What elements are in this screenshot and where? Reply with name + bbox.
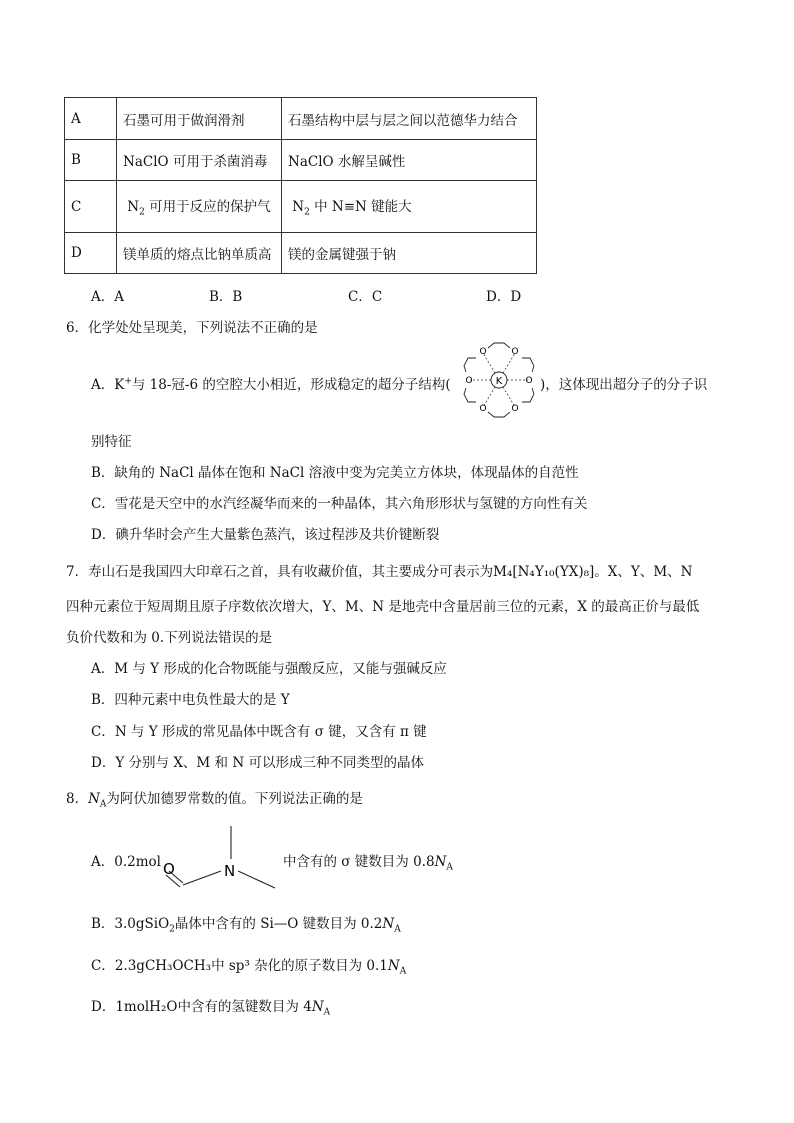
row-use: 石墨可用于做润滑剂 [117, 98, 282, 140]
q8-stem: 8．$N_A$为阿伏加德罗常数的值。下列说法正确的是 [66, 791, 363, 810]
row-label: D [65, 233, 117, 274]
q7-option-c: C．N 与 Y 形成的常见晶体中既含有 σ 键，又含有 π 键 [91, 724, 427, 740]
crown-ether-structure [456, 338, 542, 422]
q8-option-a: A．0.2mol [91, 854, 161, 870]
q6-option-a-tail: )，这体现出超分子的分子识 [540, 377, 708, 393]
table-row [65, 140, 537, 181]
q8-option-d: D．1molH₂O中含有的氢键数目为 $4N_A$ [91, 999, 331, 1018]
q6-option-a: A．K+与 18-冠-6 的空腔大小相近，形成稳定的超分子结构( [91, 376, 451, 393]
row-reason: 石墨结构中层与层之间以范德华力结合 [282, 98, 537, 140]
table-row [65, 233, 537, 274]
row-reason: 镁的金属键强于钠 [282, 233, 537, 274]
q5-option-table [64, 97, 537, 274]
row-reason: $N_2$ 中 N≡N 键能大 [282, 181, 537, 233]
q8-option-b: B．3.0gSiO$_2$晶体中含有的 Si—O 键数目为 $0.2N_A$ [91, 916, 401, 935]
row-use: NaClO 可用于杀菌消毒 [117, 140, 282, 181]
q6-stem: 6．化学处处呈现美，下列说法不正确的是 [66, 320, 318, 336]
q6-option-c: C．雪花是天空中的水汽经凝华而来的一种晶体，其六角形形状与氢键的方向性有关 [91, 496, 588, 512]
q7-stem-line2: 四种元素位于短周期且原子序数依次增大，Y、M、N 是地壳中含量居前三位的元素，X 的最高正价与最低 [66, 599, 700, 615]
q7-option-d: D．Y 分别与 X、M 和 N 可以形成三种不同类型的晶体 [91, 755, 424, 771]
row-use: 镁单质的熔点比钠单质高 [117, 233, 282, 274]
q7-formula: M₄[N₄Y₁₀(YX)₈] [493, 564, 595, 580]
row-reason: NaClO 水解呈碱性 [282, 140, 537, 181]
dmf-n-atom: N [224, 862, 236, 880]
row-label: A [65, 98, 117, 140]
q6-option-d: D．碘升华时会产生大量紫色蒸汽，该过程涉及共价键断裂 [91, 527, 440, 543]
q6-option-b: B．缺角的 NaCl 晶体在饱和 NaCl 溶液中变为完美立方体块，体现晶体的自范性 [91, 465, 579, 481]
q8-option-c: C．2.3gCH₃OCH₃中 sp³ 杂化的原子数目为 $0.1N_A$ [91, 958, 407, 977]
q5-choice-d: D．D [486, 289, 522, 305]
crown-o-atom: O [511, 404, 519, 414]
q5-choice-a: A．A [91, 289, 124, 305]
q8-option-a-tail: 中含有的 σ 键数目为 $0.8N_A$ [283, 854, 453, 873]
crown-o-atom: O [479, 347, 487, 357]
row-label: B [65, 140, 117, 181]
crown-o-atom: O [511, 347, 519, 357]
q7-stem: 7．寿山石是我国四大印章石之首，具有收藏价值，其主要成分可表示为M₄[N₄Y₁₀(YX)₈]。X、Y、M、N [66, 564, 693, 580]
dmf-o-atom: O [163, 860, 175, 878]
q5-choice-c: C．C [348, 289, 383, 305]
q7-option-a: A．M 与 Y 形成的化合物既能与强酸反应，又能与强碱反应 [91, 661, 447, 677]
table-row [65, 98, 537, 140]
crown-o-atom: O [525, 376, 533, 386]
q7-stem-line3: 负价代数和为 0.下列说法错误的是 [66, 630, 273, 646]
row-use: $N_2$ 可用于反应的保护气 [117, 181, 282, 233]
table-row [65, 181, 537, 233]
q5-choice-b: B．B [209, 289, 243, 305]
crown-o-atom: O [465, 376, 473, 386]
crown-o-atom: O [479, 404, 487, 414]
dmf-structure [155, 825, 280, 890]
q6-option-a-cont: 别特征 [91, 434, 132, 450]
row-label: C [65, 181, 117, 233]
crown-k-atom: K [495, 376, 503, 387]
q7-option-b: B．四种元素中电负性最大的是 Y [91, 692, 290, 708]
